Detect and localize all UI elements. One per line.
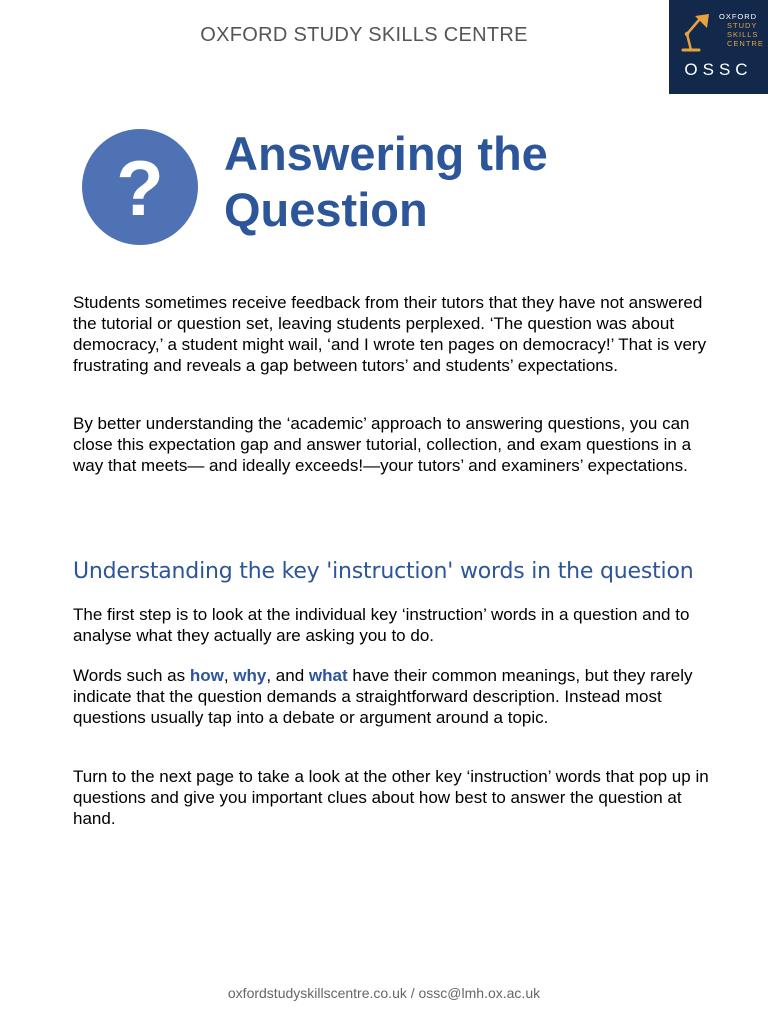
p4-text-post: have their common meanings, but they rarely indicate that the question demands a straightforward description. Instead most questions usually tap into a debate or argument around a topic. (73, 666, 693, 727)
section-paragraph-3: Turn to the next page to take a look at the other key ‘instruction’ words that pop up in questions and give you important clues about how best to answer the question at hand. (73, 767, 709, 828)
logo-line-3: SKILLS (727, 30, 759, 39)
p4-text-pre: Words such as (73, 666, 190, 685)
section-heading: Understanding the key 'instruction' words in the question (73, 559, 694, 584)
intro-paragraph-1: Students sometimes receive feedback from their tutors that they have not answered the tutorial or question set, leaving students perplexed. ‘The question was about democracy,’ a student might wail, ‘and I wrote ten pages on democracy!’ That is very frustrating and reveals a gap between tutors’ and students’ expectations. (73, 293, 707, 375)
logo-line-1: OXFORD (719, 12, 758, 21)
question-mark-icon (82, 129, 198, 245)
section-paragraph-1: The first step is to look at the individual key ‘instruction’ words in a question and to analyse what they actually are asking you to do. (73, 605, 690, 645)
keyword-how: how (189, 666, 224, 685)
logo-abbreviation: OSSC (684, 60, 753, 79)
page-title: Answering the Question (224, 127, 548, 236)
header-title: OXFORD STUDY SKILLS CENTRE (200, 24, 528, 46)
keyword-what: what (308, 666, 348, 685)
keyword-why: why (233, 666, 267, 685)
logo-line-4: CENTRE (727, 39, 764, 48)
question-mark-glyph: ? (116, 144, 164, 232)
logo-line-2: STUDY (727, 21, 758, 30)
section-paragraph-2 (73, 665, 713, 728)
logo-wordmark (719, 12, 764, 48)
desk-lamp-icon (677, 10, 717, 54)
footer-contact: oxfordstudyskillscentre.co.uk / ossc@lmh.ox.ac.uk (227, 985, 541, 1001)
p4-sep-2: , and (266, 666, 309, 685)
intro-paragraph-2: By better understanding the ‘academic’ approach to answering questions, you can close this expectation gap and answer tutorial, collection, and exam questions in a way that meets— and ideally exceeds!—your tutors’ and examiners’ expectations. (73, 414, 692, 475)
p4-sep-1: , (223, 666, 234, 685)
ossc-logo (669, 0, 768, 94)
